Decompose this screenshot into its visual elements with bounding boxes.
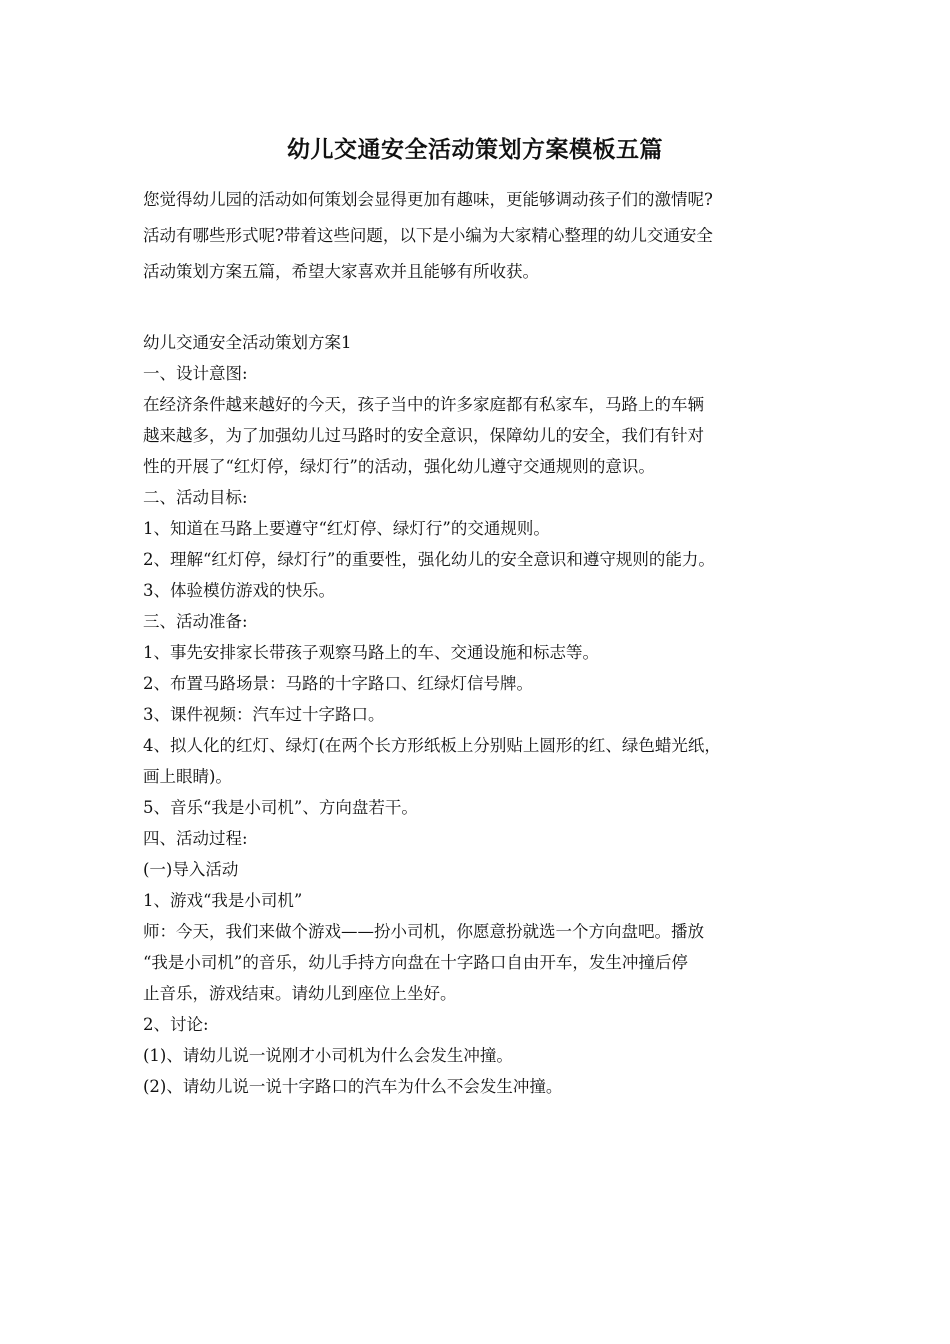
document-body [143, 327, 833, 1102]
list-item: (1)、请幼儿说一说刚才小司机为什么会发生冲撞。 [143, 1046, 513, 1065]
paragraph-line: 在经济条件越来越好的今天，孩子当中的许多家庭都有私家车，马路上的车辆 [143, 395, 704, 414]
list-item: 2、理解“红灯停，绿灯行”的重要性，强化幼儿的安全意识和遵守规则的能力。 [143, 550, 715, 569]
list-item: 4、拟人化的红灯、绿灯(在两个长方形纸板上分别贴上圆形的红、绿色蜡光纸， [143, 736, 721, 755]
document-title: 幼儿交通安全活动策划方案模板五篇 [287, 136, 663, 163]
list-item: 3、体验模仿游戏的快乐。 [143, 581, 335, 600]
intro-line: 您觉得幼儿园的活动如何策划会显得更加有趣味，更能够调动孩子们的激情呢? [143, 190, 713, 209]
subheading: 四、活动过程: [143, 829, 248, 848]
intro-paragraph [143, 182, 823, 290]
section-heading: 幼儿交通安全活动策划方案1 [143, 333, 352, 352]
paragraph-line: 越来越多，为了加强幼儿过马路时的安全意识，保障幼儿的安全，我们有针对 [143, 426, 704, 445]
list-item: 3、课件视频：汽车过十字路口。 [143, 705, 385, 724]
intro-line: 活动策划方案五篇，希望大家喜欢并且能够有所收获。 [143, 262, 539, 281]
list-item: 2、布置马路场景：马路的十字路口、红绿灯信号牌。 [143, 674, 533, 693]
subheading: 一、设计意图: [143, 364, 248, 383]
list-item: 1、事先安排家长带孩子观察马路上的车、交通设施和标志等。 [143, 643, 599, 662]
list-item: 1、游戏“我是小司机” [143, 891, 303, 910]
intro-line: 活动有哪些形式呢?带着这些问题，以下是小编为大家精心整理的幼儿交通安全 [143, 226, 713, 245]
list-item: (2)、请幼儿说一说十字路口的汽车为什么不会发生冲撞。 [143, 1077, 563, 1096]
paragraph-line: “我是小司机”的音乐，幼儿手持方向盘在十字路口自由开车，发生冲撞后停 [143, 953, 688, 972]
subheading: 三、活动准备: [143, 612, 248, 631]
list-item-continuation: 画上眼睛)。 [143, 767, 232, 786]
paragraph-line: 师：今天，我们来做个游戏——扮小司机，你愿意扮就选一个方向盘吧。播放 [143, 922, 704, 941]
subheading: 二、活动目标: [143, 488, 248, 507]
paragraph-line: 止音乐，游戏结束。请幼儿到座位上坐好。 [143, 984, 457, 1003]
list-item: 1、知道在马路上要遵守“红灯停、绿灯行”的交通规则。 [143, 519, 550, 538]
list-item: 5、音乐“我是小司机”、方向盘若干。 [143, 798, 418, 817]
list-item: 2、讨论: [143, 1015, 209, 1034]
subheading: (一)导入活动 [143, 860, 239, 879]
paragraph-line: 性的开展了“红灯停，绿灯行”的活动，强化幼儿遵守交通规则的意识。 [143, 457, 655, 476]
